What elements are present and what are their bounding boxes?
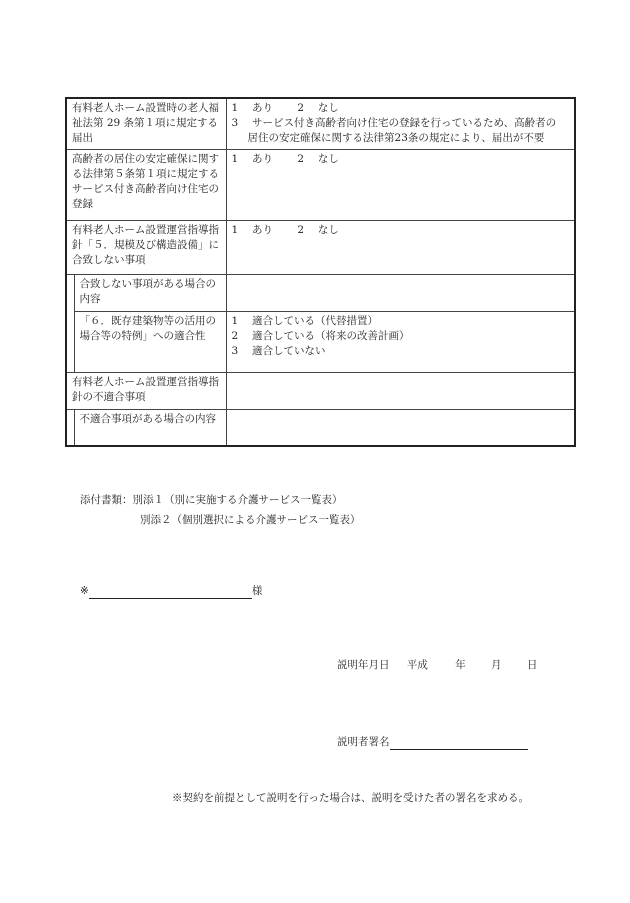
signature-label: 説明者署名 [337,736,390,748]
table-row [66,98,575,149]
option-text: 1 適合している（代替措置） [231,314,379,327]
day-label: 日 [526,659,538,671]
row-label-structure-noncompliance: 有料老人ホーム設置運営指導指針「５．規模及び構造設備」に合致しない事項 [66,220,226,274]
indent-spacer [66,409,74,446]
month-label: 月 [491,659,502,671]
row-value-guideline-noncompliance [226,372,575,409]
row-value-structure-noncompliance [226,220,575,274]
disclosure-table [65,97,576,447]
attachment-line: 別添２（個別選択による介護サービス一覧表） [140,514,361,526]
addressee-line [80,584,262,599]
explanation-date [337,658,537,673]
table-row [66,274,575,311]
option-text: 3 サービス付き高齢者向け住宅の登録を行っているため、高齢者の [231,117,557,130]
indent-spacer [66,311,74,372]
row-label-registration: 高齢者の居住の安定確保に関する法律第５条第１項に規定するサービス付き高齢者向け住宅の登録 [66,149,226,220]
row-label-guideline-noncompliance: 有料老人ホーム設置運営指導指針の不適合事項 [66,372,226,409]
attachment-line: 添付書類：別添１（別に実施する介護サービス一覧表） [80,494,343,506]
date-label: 説明年月日 [337,659,390,671]
signature-line [337,735,528,750]
table-row [66,149,575,220]
row-value-registration [226,149,575,220]
table-row [66,372,575,409]
table-row [66,311,575,372]
signature-blank[interactable] [390,749,528,750]
option-text: 1 あり 2 なし [231,152,339,165]
attachments-list [80,490,361,530]
era-label: 平成 [406,659,428,671]
table-row [66,409,575,446]
row-value-special-case [226,311,575,372]
option-text: 居住の安定確保に関する法律第23条の規定により、届出が不要 [247,132,545,145]
reference-mark: ※ [80,585,89,597]
option-text: 1 あり 2 なし [231,102,339,114]
addressee-name-blank[interactable] [89,598,252,599]
row-label-special-case: 「６．既存建築物等の活用の場合等の特例」への適合性 [74,311,226,372]
row-value-notification [226,98,575,149]
indent-spacer [66,274,74,311]
footnote: ※契約を前提として説明を行った場合は、説明を受けた者の署名を求める。 [172,792,529,804]
year-label: 年 [455,659,466,671]
honorific: 様 [251,585,263,597]
option-text: 3 適合していない [231,345,326,358]
option-text: 2 適合している（将来の改善計画） [231,329,410,342]
option-text: 1 あり 2 なし [231,223,339,236]
row-label-noncompliance-content: 合致しない事項がある場合の内容 [74,274,226,311]
row-value-nonconformity-content [226,409,575,446]
row-label-notification: 有料老人ホーム設置時の老人福祉法第 29 条第１項に規定する届出 [66,98,226,149]
row-value-noncompliance-content [226,274,575,311]
row-label-nonconformity-content: 不適合事項がある場合の内容 [74,409,226,446]
table-row [66,220,575,274]
